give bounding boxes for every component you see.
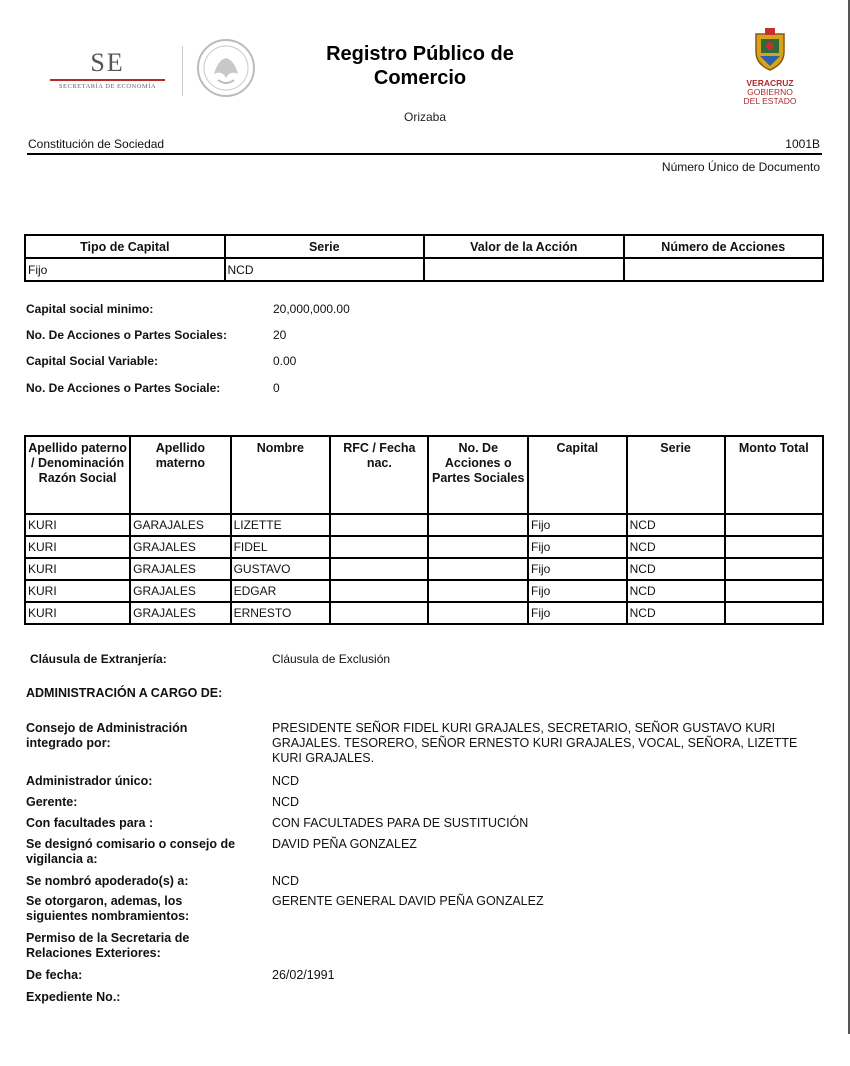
table-cell: Fijo — [528, 536, 627, 558]
table-cell — [330, 514, 428, 536]
column-header: Valor de la Acción — [424, 235, 624, 258]
consejo-value: PRESIDENTE SEÑOR FIDEL KURI GRAJALES, SECRETARIO, SEÑOR GUSTAVO KURI GRAJALES. TESORERO, SEÑOR ERNESTO KURI GRAJALES, VOCAL, SEÑORA, LIZETTE KURI GRAJALES. — [272, 721, 798, 765]
acciones-variable-label: No. De Acciones o Partes Sociale: — [26, 381, 221, 395]
table-cell: Fijo — [528, 580, 627, 602]
administracion-heading: ADMINISTRACIÓN A CARGO DE: — [26, 686, 223, 700]
table-cell: Fijo — [528, 558, 627, 580]
table-cell: KURI — [25, 558, 130, 580]
table-cell — [330, 536, 428, 558]
document-number: 1001B — [785, 137, 820, 151]
acciones-value: 20 — [273, 328, 287, 342]
city-label: Orizaba — [403, 110, 447, 124]
clausula-label: Cláusula de Extranjería: — [30, 652, 167, 666]
capital-variable-value: 0.00 — [273, 354, 297, 368]
column-header: Monto Total — [725, 436, 823, 514]
capital-minimo-value: 20,000,000.00 — [273, 302, 350, 316]
table-header-row — [25, 436, 823, 514]
table-row — [25, 514, 823, 536]
apoderado-value: NCD — [272, 874, 300, 888]
header-divider — [27, 153, 822, 155]
title-line-2: Comercio — [373, 67, 467, 89]
column-header: Apellido materno — [130, 436, 230, 514]
capital-minimo-label: Capital social minimo: — [26, 302, 154, 316]
table-row — [25, 558, 823, 580]
table-cell: NCD — [627, 580, 725, 602]
veracruz-shield-icon — [750, 26, 790, 72]
veracruz-line-1: VERACRUZ — [746, 78, 794, 88]
table-cell — [428, 514, 528, 536]
table-cell: GRAJALES — [130, 602, 230, 624]
column-header: Tipo de Capital — [25, 235, 225, 258]
capital-variable-label: Capital Social Variable: — [26, 354, 159, 368]
table-cell: GRAJALES — [130, 580, 230, 602]
column-header: Capital — [528, 436, 627, 514]
expediente-label: Expediente No.: — [26, 990, 121, 1004]
table-cell: KURI — [25, 514, 130, 536]
table-row — [25, 258, 823, 281]
se-logo — [50, 50, 165, 95]
column-header: No. De Acciones o Partes Sociales — [428, 436, 528, 514]
table-cell — [725, 602, 823, 624]
acciones-variable-value: 0 — [273, 381, 280, 395]
table-cell — [725, 514, 823, 536]
table-cell: EDGAR — [231, 580, 331, 602]
nombramientos-value: GERENTE GENERAL DAVID PEÑA GONZALEZ — [272, 894, 544, 908]
title-line-1: Registro Público de — [326, 43, 514, 65]
table-cell — [725, 580, 823, 602]
veracruz-line-3: DEL ESTADO — [743, 96, 797, 106]
table-cell — [725, 536, 823, 558]
table-cell — [330, 602, 428, 624]
table-header-row — [25, 235, 823, 258]
socios-table — [24, 435, 824, 625]
permiso-sre-label: Permiso de la Secretaria de Relaciones Exteriores: — [26, 931, 190, 960]
administrador-value: NCD — [272, 774, 300, 788]
table-cell: KURI — [25, 580, 130, 602]
table-cell: NCD — [627, 514, 725, 536]
table-cell: Fijo — [528, 514, 627, 536]
table-cell — [428, 580, 528, 602]
table-cell — [428, 602, 528, 624]
comisario-value: DAVID PEÑA GONZALEZ — [272, 837, 417, 851]
table-cell: KURI — [25, 602, 130, 624]
column-header: Nombre — [231, 436, 331, 514]
se-logo-rule — [50, 79, 165, 81]
document-type: Constitución de Sociedad — [28, 137, 165, 151]
column-header: Número de Acciones — [624, 235, 824, 258]
gerente-label: Gerente: — [26, 795, 78, 809]
administrador-label: Administrador único: — [26, 774, 153, 788]
table-cell: NCD — [627, 536, 725, 558]
table-cell: GRAJALES — [130, 558, 230, 580]
gerente-value: NCD — [272, 795, 300, 809]
facultades-value: CON FACULTADES PARA DE SUSTITUCIÓN — [272, 816, 529, 830]
table-cell: FIDEL — [231, 536, 331, 558]
column-header: RFC / Fecha nac. — [330, 436, 428, 514]
document-number-caption: Número Único de Documento — [661, 160, 820, 174]
table-cell: LIZETTE — [231, 514, 331, 536]
table-cell — [330, 580, 428, 602]
mexico-seal-icon — [196, 38, 256, 98]
table-row — [25, 602, 823, 624]
column-header: Serie — [225, 235, 425, 258]
table-cell: GUSTAVO — [231, 558, 331, 580]
clausula-value: Cláusula de Exclusión — [272, 652, 391, 666]
table-cell — [330, 558, 428, 580]
table-cell — [725, 558, 823, 580]
facultades-label: Con facultades para : — [26, 816, 154, 830]
consejo-label: Consejo de Administración integrado por: — [26, 721, 188, 750]
acciones-label: No. De Acciones o Partes Sociales: — [26, 328, 227, 342]
table-cell — [424, 258, 624, 281]
document-title — [300, 42, 540, 90]
table-cell: Fijo — [528, 602, 627, 624]
table-cell: ERNESTO — [231, 602, 331, 624]
veracruz-logo — [738, 26, 802, 110]
se-logo-subtitle: SECRETARÍA DE ECONOMÍA — [58, 83, 157, 90]
table-row — [25, 536, 823, 558]
table-cell: NCD — [627, 602, 725, 624]
table-cell: KURI — [25, 536, 130, 558]
table-cell: GRAJALES — [130, 536, 230, 558]
comisario-label: Se designó comisario o consejo de vigilancia a: — [26, 837, 236, 866]
veracruz-line-2: GOBIERNO — [747, 87, 793, 97]
table-row — [25, 580, 823, 602]
se-logo-text: SE — [90, 48, 125, 77]
table-cell: NCD — [627, 558, 725, 580]
table-cell: NCD — [225, 258, 425, 281]
table-cell: GARAJALES — [130, 514, 230, 536]
fecha-value: 26/02/1991 — [272, 968, 335, 982]
table-cell — [428, 536, 528, 558]
column-header: Apellido paterno / Denominación Razón Social — [25, 436, 130, 514]
table-cell — [624, 258, 824, 281]
logo-divider — [182, 46, 183, 96]
capital-table — [24, 234, 824, 282]
table-cell: Fijo — [25, 258, 225, 281]
table-cell — [428, 558, 528, 580]
apoderado-label: Se nombró apoderado(s) a: — [26, 874, 189, 888]
fecha-label: De fecha: — [26, 968, 83, 982]
nombramientos-label: Se otorgaron, ademas, los siguientes nombramientos: — [26, 894, 190, 923]
column-header: Serie — [627, 436, 725, 514]
